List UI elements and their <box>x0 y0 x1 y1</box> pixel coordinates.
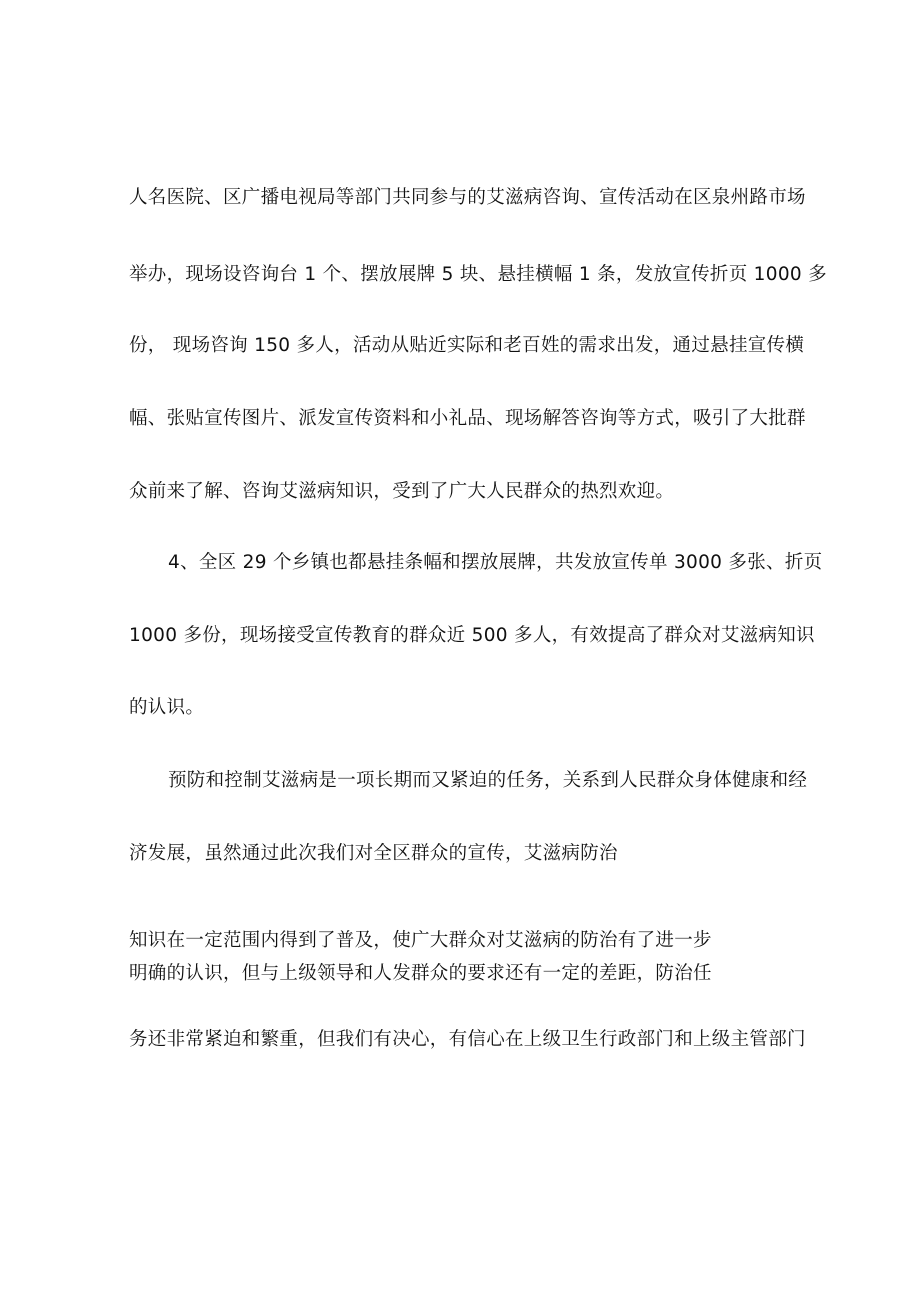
text-line: 1000 多份，现场接受宣传教育的群众近 500 多人，有效提高了群众对艾滋病知识 <box>129 625 815 646</box>
text-line: 明确的认识，但与上级领导和人发群众的要求还有一定的差距，防治任 <box>129 963 712 984</box>
text-line: 举办，现场设咨询台 1 个、摆放展牌 5 块、悬挂横幅 1 条，发放宣传折页 1000 多 <box>129 264 827 285</box>
text-line: 务还非常紧迫和繁重，但我们有决心，有信心在上级卫生行政部门和上级主管部门 <box>129 1029 806 1050</box>
paragraph-start-line: 4、全区 29 个乡镇也都悬挂条幅和摆放展牌，共发放宣传单 3000 多张、折页 <box>168 552 823 573</box>
text-line: 份， 现场咨询 150 多人，活动从贴近实际和老百姓的需求出发，通过悬挂宣传横 <box>129 335 805 356</box>
text-line: 幅、张贴宣传图片、派发宣传资料和小礼品、现场解答咨询等方式，吸引了大批群 <box>129 408 806 429</box>
text-line: 众前来了解、咨询艾滋病知识，受到了广大人民群众的热烈欢迎。 <box>129 481 675 502</box>
text-line: 的认识。 <box>129 697 205 718</box>
text-line: 知识在一定范围内得到了普及，使广大群众对艾滋病的防治有了进一步 <box>129 930 712 951</box>
text-line: 人名医院、区广播电视局等部门共同参与的艾滋病咨询、宣传活动在区泉州路市场 <box>129 187 806 208</box>
text-line: 济发展，虽然通过此次我们对全区群众的宣传，艾滋病防治 <box>129 843 618 864</box>
paragraph-start-line: 预防和控制艾滋病是一项长期而又紧迫的任务，关系到人民群众身体健康和经 <box>168 770 808 791</box>
